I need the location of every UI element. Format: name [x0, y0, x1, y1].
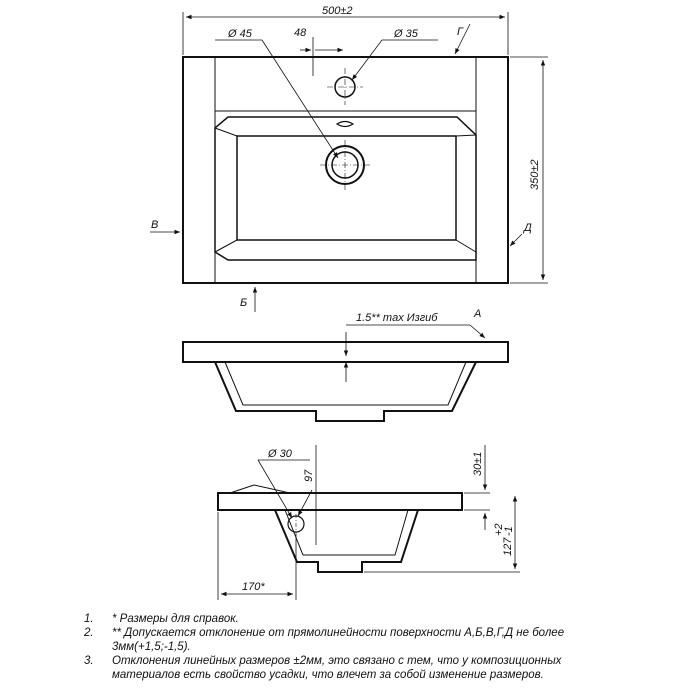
tap-hole-diameter-label: Ø 35	[394, 28, 418, 40]
notes-section	[84, 612, 684, 682]
note-text: ** Допускается отклонение от прямолинейности поверхности А,Б,В,Г,Д не более	[112, 627, 565, 639]
front-view	[183, 325, 508, 421]
surface-label-v: В	[151, 219, 159, 231]
front-rim	[183, 342, 508, 362]
note-number: 1.	[84, 613, 94, 625]
side-rim	[218, 493, 462, 510]
note-number: 2.	[84, 627, 94, 639]
total-height-tol-minus: -1	[503, 526, 515, 536]
total-height-label: 127	[502, 537, 514, 556]
top-view	[183, 57, 508, 283]
note-3	[84, 654, 684, 668]
bowl-outer	[215, 117, 476, 260]
surface-label-b: Б	[240, 297, 248, 309]
note-2	[84, 626, 684, 640]
offset-48-label: 48	[294, 27, 307, 39]
overflow-slot	[337, 122, 353, 127]
note-3-continuation: материалов есть свойство усадки, что влечет за собой изменение размеров.	[112, 669, 544, 681]
width-dimension-label: 500±2	[322, 5, 353, 17]
surface-label-a: А	[474, 308, 482, 320]
deck-inner-line	[215, 57, 476, 283]
note-2-continuation: 3мм(+1,5;-1,5).	[112, 641, 191, 653]
front-bowl	[215, 362, 476, 421]
deflection-label: 1.5** max Изгиб	[356, 312, 438, 324]
side-bowl-inner	[285, 510, 408, 555]
drain-height-label: 97	[303, 469, 315, 482]
basin-outline	[183, 57, 508, 283]
total-height-tol-plus: +2	[493, 523, 505, 536]
rim-height-label: 30±1	[472, 451, 484, 476]
drain-offset-label: 170*	[242, 581, 265, 593]
note-number: 3.	[84, 655, 94, 667]
surface-label-d: Д	[524, 222, 532, 234]
side-view	[218, 485, 462, 572]
note-1	[84, 612, 684, 626]
depth-dimension-label: 350±2	[529, 159, 541, 190]
drain-diameter-label: Ø 45	[228, 28, 252, 40]
note-text: Отклонения линейных размеров ±2мм, это связано с тем, что у композиционных	[112, 655, 562, 667]
side-drain-diameter-label: Ø 30	[268, 448, 292, 460]
surface-label-g: Г	[457, 26, 463, 38]
side-bowl-outer	[275, 510, 418, 572]
note-text: * Размеры для справок.	[112, 613, 239, 625]
